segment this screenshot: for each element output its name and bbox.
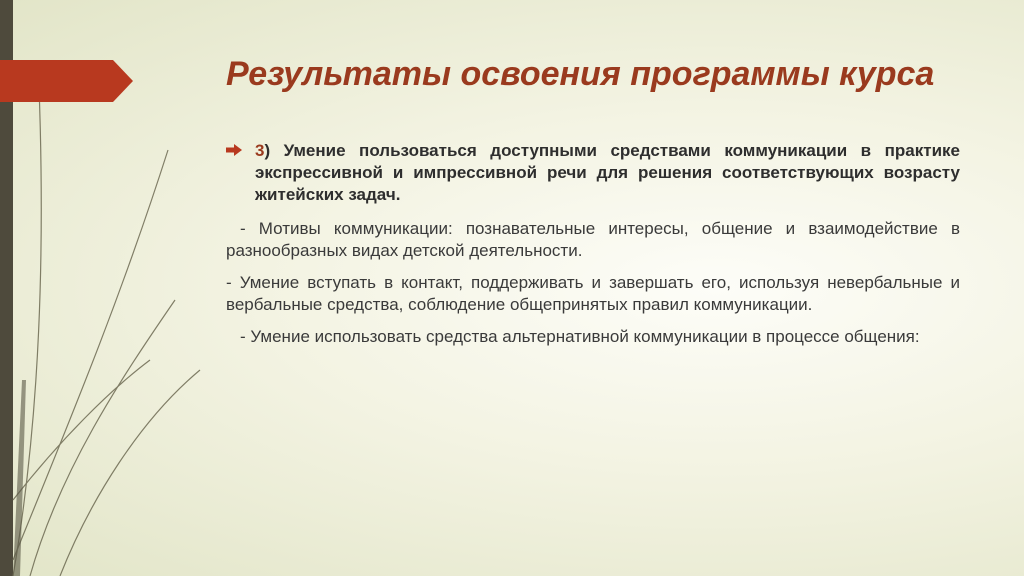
bullet-text <box>255 140 960 206</box>
arrow-right-icon <box>226 144 242 156</box>
paragraph-motives: - Мотивы коммуникации: познавательные интересы, общение и взаимодействие в разнообразных видах детской деятельности. <box>226 219 960 260</box>
slide-title: Результаты освоения программы курса <box>226 55 935 93</box>
paragraph-alternative: - Умение использовать средства альтернативной коммуникации в процессе общения: <box>240 327 920 346</box>
bullet-number: 3 <box>255 141 265 160</box>
paragraph-contact: - Умение вступать в контакт, поддерживать и завершать его, используя невербальные и вербальные средства, соблюдение общепринятых правил коммуникации. <box>226 273 960 314</box>
bullet-body: ) Умение пользоваться доступными средствами коммуникации в практике экспрессивной и импрессивной речи для решения соответствующих возрасту житейских задач. <box>255 141 960 204</box>
bullet-item <box>226 140 960 206</box>
slide-content <box>226 140 960 358</box>
title-ribbon-shape <box>0 60 133 102</box>
